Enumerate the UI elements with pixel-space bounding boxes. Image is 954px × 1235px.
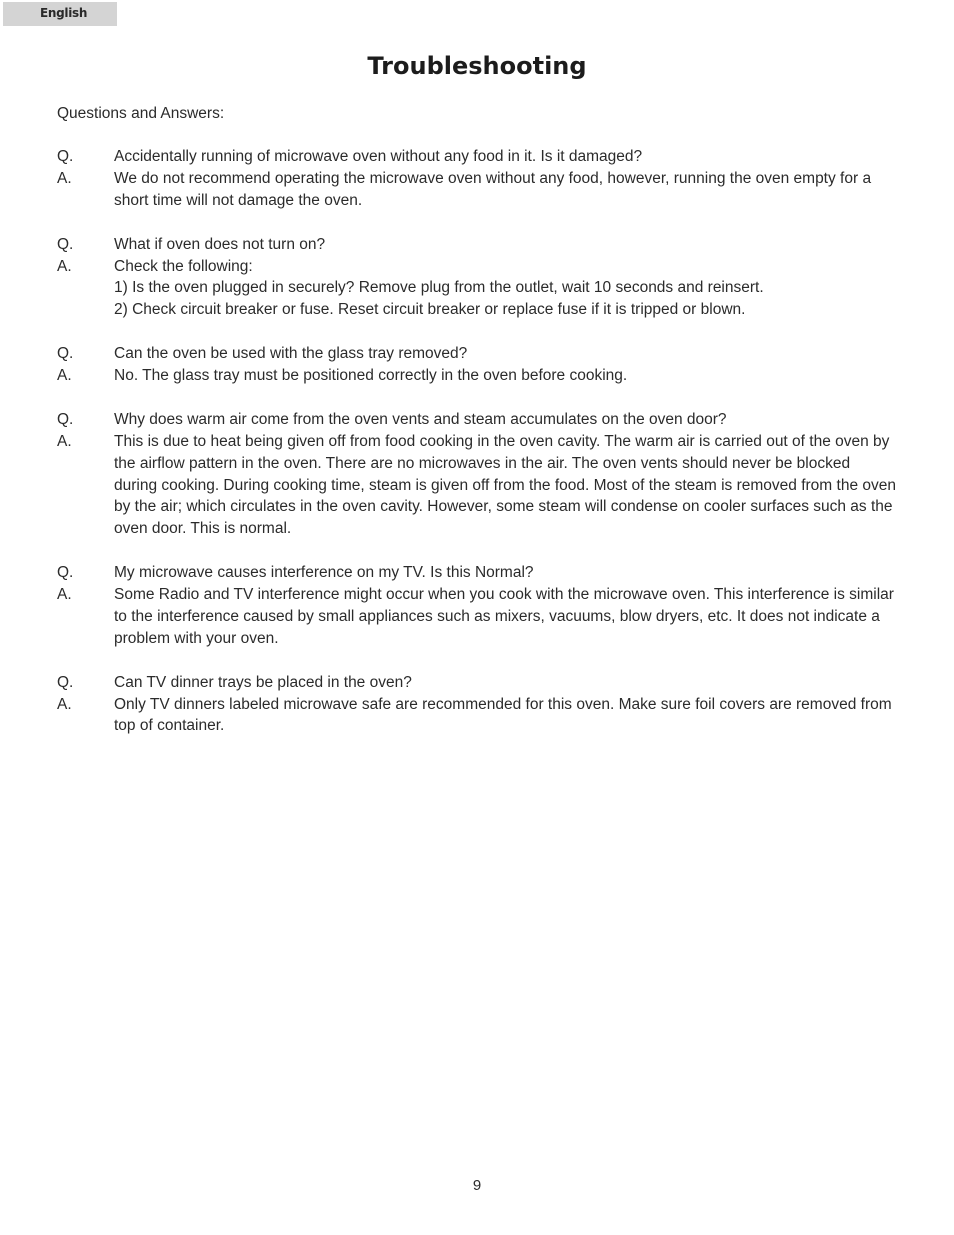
question-text: Can the oven be used with the glass tray removed? — [114, 345, 468, 363]
page-number: 9 — [472, 1177, 482, 1194]
answer-marker: A. — [57, 169, 72, 187]
question-marker: Q. — [57, 673, 74, 691]
answer-line — [57, 256, 897, 278]
answer-marker: A. — [57, 695, 72, 713]
answer-text: This is due to heat being given off from food cooking in the oven cavity. The warm air is carried out of the oven by the airflow pattern in the oven. There are no microwaves in the air. The oven vents should never be blocked during cooking. During cooking time, steam is given off from the food. Most of the steam is removed from the oven by the air; which circulates in the oven cavity. However, some steam will condense on cooler surfaces such as the oven door. This is normal. — [114, 432, 896, 538]
answer-line — [57, 584, 897, 650]
answer-marker: A. — [57, 257, 72, 275]
question-line — [57, 562, 897, 584]
page-title: Troubleshooting — [367, 52, 587, 80]
answer-text: We do not recommend operating the microwave oven without any food, however, running the oven empty for a short time will not damage the oven. — [114, 169, 872, 209]
qa-item — [57, 409, 897, 540]
answer-text: No. The glass tray must be positioned correctly in the oven before cooking. — [114, 367, 628, 385]
question-line — [57, 409, 897, 431]
qa-item — [57, 146, 897, 212]
language-tab: English — [3, 2, 117, 26]
question-line — [57, 672, 897, 694]
question-text: Accidentally running of microwave oven without any food in it. Is it damaged? — [114, 148, 643, 165]
question-text: Why does warm air come from the oven vents and steam accumulates on the oven door? — [114, 410, 727, 428]
answer-marker: A. — [57, 367, 72, 385]
question-line — [57, 234, 897, 256]
question-marker: Q. — [57, 564, 74, 582]
intro-text: Questions and Answers: — [57, 105, 225, 122]
answer-marker: A. — [57, 432, 72, 450]
qa-list — [57, 146, 897, 759]
answer-line — [57, 431, 897, 541]
question-text: Can TV dinner trays be placed in the oven? — [114, 673, 412, 691]
qa-item — [57, 234, 897, 322]
answer-text: Some Radio and TV interference might occur when you cook with the microwave oven. This interference is similar to the interference caused by small appliances such as mixers, vacuums, blow dryers, etc. It does not indicate a problem with your oven. — [114, 586, 894, 647]
qa-item — [57, 562, 897, 650]
question-marker: Q. — [57, 345, 74, 363]
question-text: What if oven does not turn on? — [114, 235, 326, 253]
question-marker: Q. — [57, 410, 74, 428]
question-line — [57, 146, 897, 168]
question-marker: Q. — [57, 148, 74, 165]
answer-line — [57, 365, 897, 387]
answer-line — [57, 168, 897, 212]
answer-list-item: 1) Is the oven plugged in securely? Remove plug from the outlet, wait 10 seconds and reinsert. — [114, 279, 764, 297]
answer-text: Only TV dinners labeled microwave safe are recommended for this oven. Make sure foil covers are removed from top of container. — [114, 695, 892, 735]
question-text: My microwave causes interference on my TV. Is this Normal? — [114, 564, 534, 582]
answer-marker: A. — [57, 586, 72, 604]
qa-item — [57, 672, 897, 738]
qa-item — [57, 343, 897, 387]
question-line — [57, 343, 897, 365]
answer-line — [57, 694, 897, 738]
question-marker: Q. — [57, 235, 74, 253]
answer-text: Check the following: — [114, 257, 253, 275]
answer-list-item: 2) Check circuit breaker or fuse. Reset circuit breaker or replace fuse if it is tripped or blown. — [114, 301, 746, 319]
